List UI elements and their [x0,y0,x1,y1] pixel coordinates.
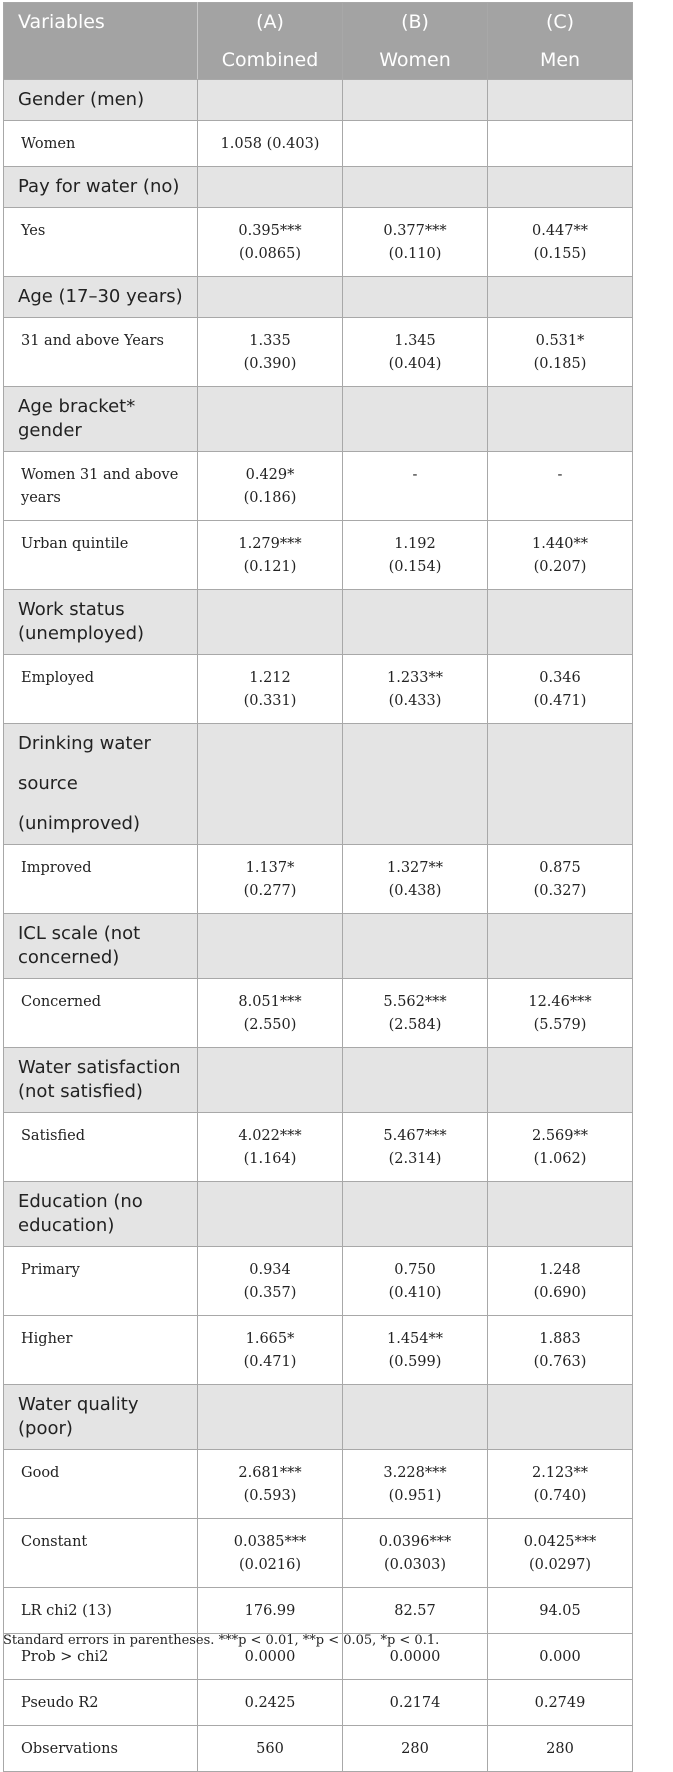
estimate-text: 0.750 [394,1262,436,1278]
std-error-text: (0.0297) [528,1557,592,1573]
estimate-text: 1.440** [531,536,588,552]
std-error-text: (0.0865) [238,246,302,262]
estimate-text: 0.2749 [534,1695,586,1711]
std-error-text: (0.0303) [383,1557,447,1573]
estimate-text: 1.248 [539,1262,581,1278]
section-header-row [4,80,633,121]
section-header-empty-cell [343,1385,488,1450]
section-header-empty-cell [343,724,488,845]
row-label [4,1316,198,1385]
value-cell [343,845,488,914]
estimate-text: 280 [401,1741,429,1757]
value-cell [198,318,343,387]
std-error-text: (1.164) [243,1151,297,1167]
row-label [4,1680,198,1726]
row-label [4,208,198,277]
std-error-text: (0.690) [533,1285,587,1301]
std-error-text: (0.0216) [238,1557,302,1573]
estimate-text: 0.395*** [238,223,302,239]
section-header-empty-cell [343,277,488,318]
estimate-text: 3.228*** [383,1465,447,1481]
value-cell [488,1450,633,1519]
table-row [4,1726,633,1772]
row-label-text: Employed [21,670,95,686]
row-label-text: Higher [21,1331,73,1347]
row-label-text: Improved [21,860,92,876]
estimate-text: 1.454** [386,1331,443,1347]
table-row [4,452,633,521]
value-cell [198,845,343,914]
row-label [4,1247,198,1316]
section-header-row [4,387,633,452]
row-label-text: Pseudo R2 [21,1695,99,1711]
value-cell [488,979,633,1048]
value-cell [198,1588,343,1634]
estimate-text: 1.327** [386,860,443,876]
section-header-empty-cell [198,724,343,845]
section-title: Water quality (poor) [4,1385,198,1450]
row-label-text: Women [21,136,76,152]
estimate-text: 0.0425*** [523,1534,597,1550]
section-title: Gender (men) [4,80,198,121]
std-error-text: (1.062) [533,1151,587,1167]
variables-header: Variables [4,3,198,80]
estimate-text: 2.681*** [238,1465,302,1481]
section-header-empty-cell [488,80,633,121]
estimate-text: 0.2425 [244,1695,296,1711]
value-cell [198,121,343,167]
estimate-text: 1.279*** [238,536,302,552]
estimate-text: 0.0396*** [378,1534,452,1550]
estimate-text: 0.531* [535,333,585,349]
value-cell [343,121,488,167]
section-header-empty-cell [488,277,633,318]
std-error-text: (0.185) [533,356,587,372]
value-cell [488,1680,633,1726]
value-cell [488,1247,633,1316]
std-error-text: (0.110) [388,246,442,262]
estimate-text: 1.335 [249,333,291,349]
value-cell [488,1113,633,1182]
estimate-text: 0.0385*** [233,1534,307,1550]
estimate-text: 176.99 [244,1603,296,1619]
value-cell [488,121,633,167]
value-cell [198,1113,343,1182]
estimate-text: 5.467*** [383,1128,447,1144]
value-cell [198,979,343,1048]
section-header-empty-cell [198,1048,343,1113]
section-header-empty-cell [343,914,488,979]
section-header-empty-cell [488,914,633,979]
value-cell [198,1519,343,1588]
section-header-empty-cell [198,167,343,208]
row-label [4,452,198,521]
value-cell [343,1113,488,1182]
section-title: Pay for water (no) [4,167,198,208]
row-label [4,1519,198,1588]
row-label [4,1450,198,1519]
row-label [4,979,198,1048]
std-error-text: (0.471) [533,693,587,709]
section-header-empty-cell [343,387,488,452]
std-error-text: (0.331) [243,693,297,709]
table-header [4,3,633,80]
row-label-text: 31 and above Years [21,333,164,349]
row-label [4,1588,198,1634]
section-header-row [4,167,633,208]
std-error-text: (0.207) [533,559,587,575]
value-cell [198,655,343,724]
table-row [4,1588,633,1634]
col-a-name: Combined [198,41,343,80]
value-cell [343,979,488,1048]
value-cell [198,1726,343,1772]
value-cell [488,1726,633,1772]
table-row [4,208,633,277]
section-header-empty-cell [198,1182,343,1247]
section-header-empty-cell [488,1048,633,1113]
std-error-text: (0.155) [533,246,587,262]
std-error-text: (0.404) [388,356,442,372]
std-error-text: (0.740) [533,1488,587,1504]
section-header-empty-cell [343,1048,488,1113]
section-title: ICL scale (not concerned) [4,914,198,979]
std-error-text: (0.121) [243,559,297,575]
section-header-row [4,1385,633,1450]
regression-table-container [3,2,632,1772]
value-cell [343,1316,488,1385]
value-cell [198,1247,343,1316]
row-label [4,521,198,590]
std-error-text: (0.951) [388,1488,442,1504]
value-cell [198,521,343,590]
estimate-text: 12.46*** [528,994,592,1010]
estimate-text: 280 [546,1741,574,1757]
section-header-empty-cell [488,1182,633,1247]
value-cell [488,1519,633,1588]
std-error-text: (0.186) [243,490,297,506]
value-cell [343,452,488,521]
estimate-text: 1.233** [386,670,443,686]
table-row [4,318,633,387]
section-title: Drinking water source (unimproved) [4,724,198,845]
estimate-text: 0.0000 [244,1649,296,1665]
value-cell [343,1680,488,1726]
value-cell [343,1588,488,1634]
section-header-empty-cell [198,387,343,452]
row-label-text: LR chi2 (13) [21,1603,112,1619]
value-cell [343,318,488,387]
value-cell [488,655,633,724]
row-label-text: Urban quintile [21,536,129,552]
row-label-text: Prob > chi2 [21,1649,109,1665]
table-row [4,1519,633,1588]
table-row [4,655,633,724]
table-row [4,521,633,590]
estimate-text: 0.2174 [389,1695,441,1711]
value-cell [343,208,488,277]
row-label-text: Observations [21,1741,118,1757]
std-error-text: (2.584) [388,1017,442,1033]
estimate-text: 1.058 (0.403) [220,136,320,152]
section-header-row [4,277,633,318]
row-label [4,1726,198,1772]
row-label [4,121,198,167]
value-cell [488,845,633,914]
value-cell [488,318,633,387]
std-error-text: (0.357) [243,1285,297,1301]
section-header-empty-cell [488,387,633,452]
table-row [4,1113,633,1182]
estimate-text: 1.665* [245,1331,295,1347]
estimate-text: - [557,467,563,483]
std-error-text: (0.433) [388,693,442,709]
estimate-text: 0.377*** [383,223,447,239]
estimate-text: 1.137* [245,860,295,876]
section-header-empty-cell [488,590,633,655]
value-cell [488,208,633,277]
section-header-empty-cell [198,277,343,318]
col-a-code: (A) [198,3,343,42]
estimate-text: 4.022*** [238,1128,302,1144]
std-error-text: (0.471) [243,1354,297,1370]
section-header-empty-cell [488,1385,633,1450]
estimate-text: 0.000 [539,1649,581,1665]
std-error-text: (0.327) [533,883,587,899]
std-error-text: (0.593) [243,1488,297,1504]
value-cell [343,655,488,724]
table-row [4,845,633,914]
section-header-row [4,1182,633,1247]
estimate-text: 2.569** [531,1128,588,1144]
value-cell [198,452,343,521]
footnote: Standard errors in parentheses. ***p < 0.01, **p < 0.05, *p < 0.1. [3,1633,440,1648]
section-header-row [4,1048,633,1113]
value-cell [343,1450,488,1519]
value-cell [488,1316,633,1385]
section-header-empty-cell [198,590,343,655]
row-label-text: Constant [21,1534,88,1550]
estimate-text: 1.345 [394,333,436,349]
estimate-text: 560 [256,1741,284,1757]
value-cell [198,1316,343,1385]
section-header-row [4,914,633,979]
value-cell [488,452,633,521]
estimate-text: 0.875 [539,860,581,876]
table-body [4,80,633,1772]
row-label-text: Satisfied [21,1128,86,1144]
estimate-text: 1.212 [249,670,291,686]
value-cell [488,521,633,590]
std-error-text: (0.438) [388,883,442,899]
section-header-empty-cell [343,1182,488,1247]
table-row [4,979,633,1048]
section-header-empty-cell [198,80,343,121]
std-error-text: (0.277) [243,883,297,899]
row-label-text: Concerned [21,994,101,1010]
row-label [4,1113,198,1182]
row-label-text: Primary [21,1262,80,1278]
row-label [4,845,198,914]
value-cell [198,1680,343,1726]
std-error-text: (0.154) [388,559,442,575]
estimate-text: 8.051*** [238,994,302,1010]
table-row [4,1316,633,1385]
section-header-row [4,724,633,845]
table-row [4,121,633,167]
section-title: Age bracket* gender [4,387,198,452]
section-title: Age (17–30 years) [4,277,198,318]
section-title: Work status (unemployed) [4,590,198,655]
estimate-text: 1.883 [539,1331,581,1347]
col-c-code: (C) [488,3,633,42]
row-label [4,318,198,387]
row-label [4,655,198,724]
row-label-text: Good [21,1465,60,1481]
table-row [4,1247,633,1316]
value-cell [488,1634,633,1680]
section-header-empty-cell [198,1385,343,1450]
std-error-text: (5.579) [533,1017,587,1033]
section-header-empty-cell [343,167,488,208]
value-cell [343,1519,488,1588]
estimate-text: - [412,467,418,483]
estimate-text: 0.447** [531,223,588,239]
row-label-text: Yes [21,223,46,239]
section-header-empty-cell [488,724,633,845]
regression-table [3,2,633,1772]
col-b-code: (B) [343,3,488,42]
estimate-text: 0.346 [539,670,581,686]
std-error-text: (0.599) [388,1354,442,1370]
value-cell [343,1247,488,1316]
value-cell [343,521,488,590]
std-error-text: (2.550) [243,1017,297,1033]
col-c-name: Men [488,41,633,80]
std-error-text: (2.314) [388,1151,442,1167]
section-header-empty-cell [488,167,633,208]
estimate-text: 94.05 [539,1603,581,1619]
estimate-text: 0.429* [245,467,295,483]
table-row [4,1450,633,1519]
estimate-text: 1.192 [394,536,436,552]
row-label-text: Women 31 and above years [21,467,179,506]
value-cell [488,1588,633,1634]
estimate-text: 2.123** [531,1465,588,1481]
estimate-text: 0.0000 [389,1649,441,1665]
value-cell [198,1450,343,1519]
value-cell [198,208,343,277]
estimate-text: 0.934 [249,1262,291,1278]
value-cell [343,1726,488,1772]
std-error-text: (0.410) [388,1285,442,1301]
col-b-name: Women [343,41,488,80]
table-row [4,1680,633,1726]
section-title: Education (no education) [4,1182,198,1247]
section-title: Water satisfaction (not satisfied) [4,1048,198,1113]
std-error-text: (0.763) [533,1354,587,1370]
estimate-text: 82.57 [394,1603,436,1619]
section-header-empty-cell [198,914,343,979]
section-header-empty-cell [343,80,488,121]
estimate-text: 5.562*** [383,994,447,1010]
section-header-row [4,590,633,655]
section-header-empty-cell [343,590,488,655]
std-error-text: (0.390) [243,356,297,372]
